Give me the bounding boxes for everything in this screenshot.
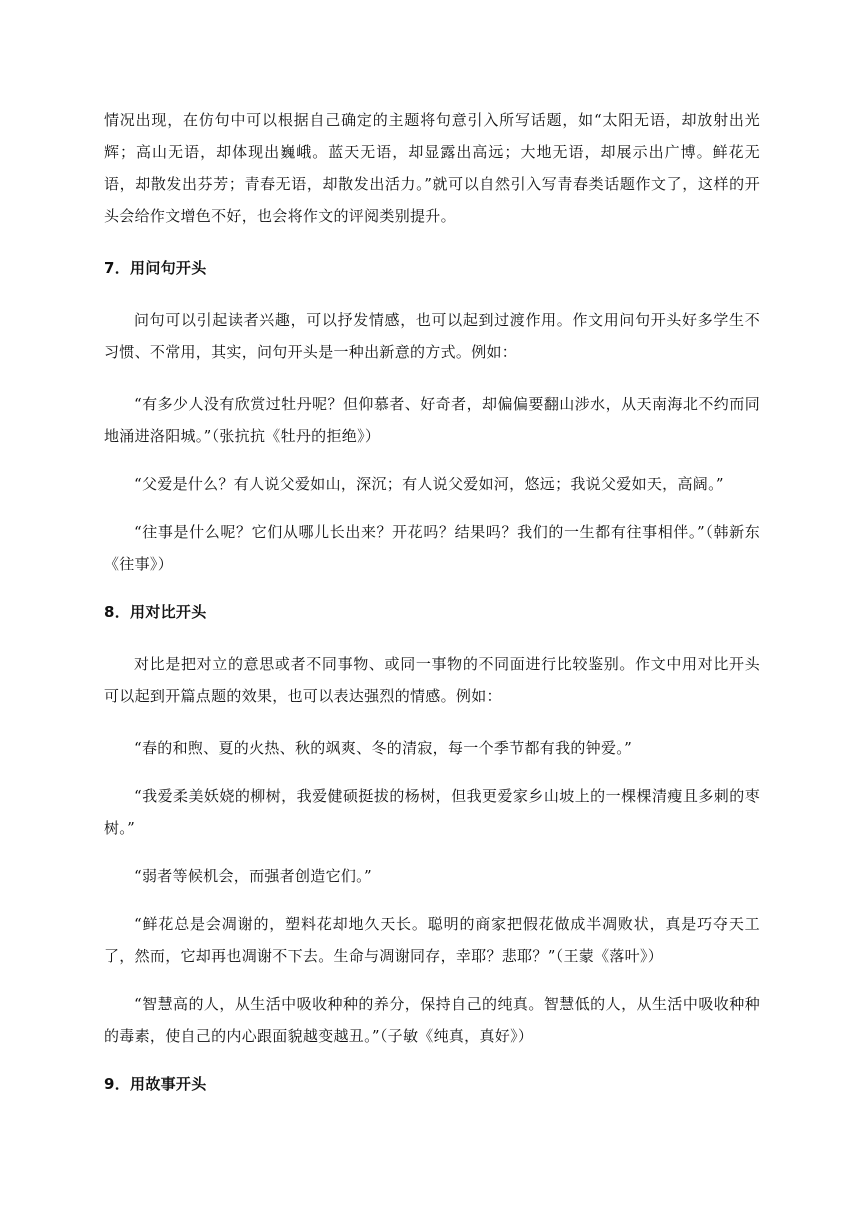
quote-trees: “我爱柔美妖娆的柳树，我爱健硕挺拔的杨树，但我更爱家乡山坡上的一棵棵清瘦且多刺的枣树。”: [104, 787, 760, 837]
paragraph-contrast-intro: 对比是把对立的意思或者不同事物、或同一事物的不同面进行比较鉴别。作文中用对比开头可以起到开篇点题的效果，也可以表达强烈的情感。例如：: [104, 655, 760, 705]
quote-purity: “智慧高的人，从生活中吸收种种的养分，保持自己的纯真。智慧低的人，从生活中吸收种种的毒素，使自己的内心跟面貌越变越丑。”（子敏《纯真，真好》）: [104, 995, 760, 1045]
quote-peony: “有多少人没有欣赏过牡丹呢？但仰慕者、好奇者，却偏偏要翻山涉水，从天南海北不约而同地涌进洛阳城。”（张抗抗《牡丹的拒绝》）: [104, 395, 760, 445]
section-heading-8: 8．用对比开头: [104, 603, 207, 621]
section-heading-9: 9．用故事开头: [104, 1075, 207, 1093]
paragraph-question-intro: 问句可以引起读者兴趣，可以抒发情感，也可以起到过渡作用。作文用问句开头好多学生不习惯、不常用，其实，问句开头是一种出新意的方式。例如：: [104, 311, 760, 361]
quote-past-events: “往事是什么呢？它们从哪儿长出来？开花吗？结果吗？我们的一生都有往事相伴。”（韩新东《往事》）: [104, 523, 760, 573]
paragraph-intro-continued: 情况出现，在仿句中可以根据自己确定的主题将句意引入所写话题，如“太阳无语，却放射出光辉；高山无语，却体现出巍峨。蓝天无语，却显露出高远；大地无语，却展示出广博。鲜花无语，却散发出芬芳；青春无语，却散发出活力。”就可以自然引入写青春类话题作文了，这样的开头会给作文增色不好，也会将作文的评阅类别提升。: [104, 111, 760, 225]
quote-fallen-leaves: “鲜花总是会凋谢的，塑料花却地久天长。聪明的商家把假花做成半凋败状，真是巧夺天工了，然而，它却再也凋谢不下去。生命与凋谢同存，幸耶？悲耶？”（王蒙《落叶》）: [104, 915, 760, 965]
section-heading-7: 7．用问句开头: [104, 259, 207, 277]
quote-fatherly-love: “父爱是什么？有人说父爱如山，深沉；有人说父爱如河，悠远；我说父爱如天，高阔。”: [134, 475, 724, 493]
quote-weak-strong: “弱者等候机会，而强者创造它们。”: [134, 867, 372, 885]
quote-seasons: “春的和煦、夏的火热、秋的飒爽、冬的清寂，每一个季节都有我的钟爱。”: [134, 739, 633, 757]
